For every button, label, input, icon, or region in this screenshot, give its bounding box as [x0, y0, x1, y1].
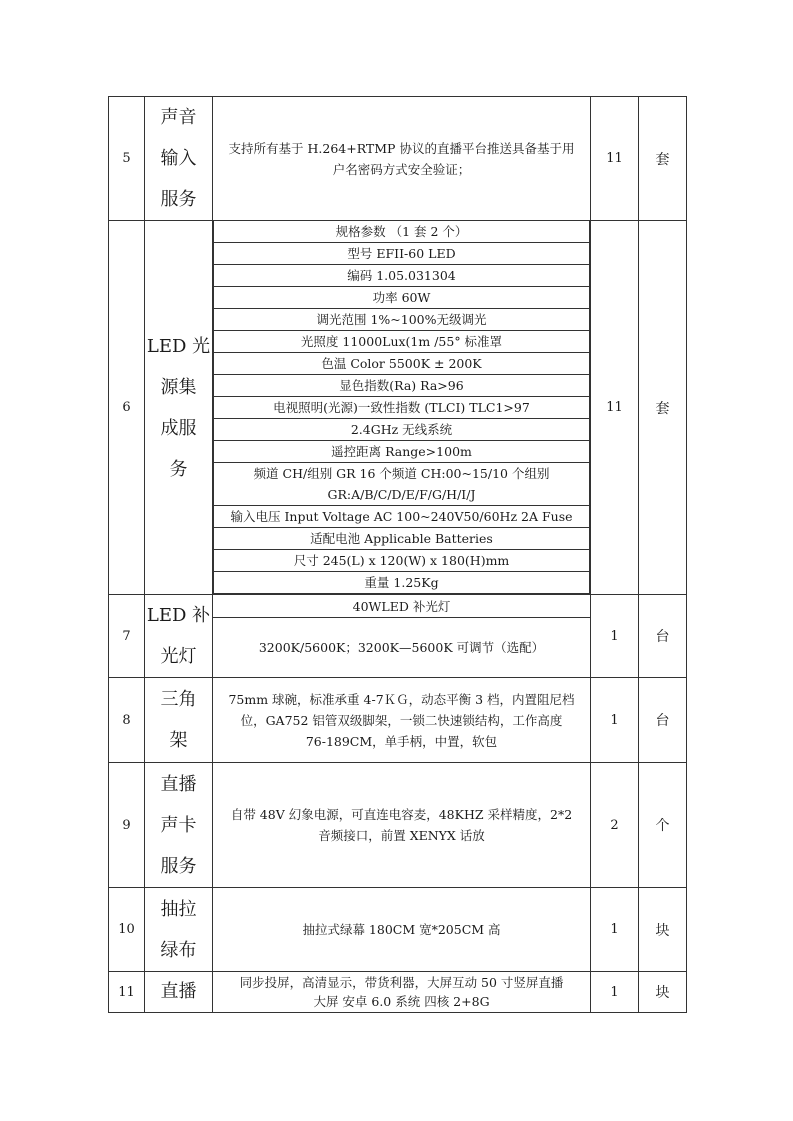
item-unit: 套: [639, 221, 687, 595]
spec-line: 2.4GHz 无线系统: [214, 419, 590, 441]
description-line: 抽拉式绿幕 180CM 宽*205CM 高: [302, 922, 501, 937]
item-description: [213, 888, 591, 972]
item-quantity: 2: [591, 763, 639, 888]
description-line: 音频接口，前置 XENYX 话放: [318, 828, 485, 843]
row-number: 7: [109, 595, 145, 678]
item-description: [213, 972, 591, 1013]
description-line: 75mm 球碗，标准承重 4-7ＫＧ，动态平衡 3 档，内置阻尼档: [228, 691, 575, 707]
row-number: 11: [109, 972, 145, 1013]
item-name-line: 源集: [160, 376, 197, 398]
item-name-line: 服务: [160, 855, 197, 877]
spec-subtable: [213, 221, 590, 594]
item-quantity: 1: [591, 972, 639, 1013]
item-quantity: 11: [591, 221, 639, 595]
description-line: 76-189CM，单手柄，中置，软包: [305, 733, 498, 749]
spec-line: 电视照明(光源)一致性指数 (TLCI) TLC1>97: [214, 397, 590, 419]
table-row: [109, 763, 687, 888]
item-name: [145, 221, 213, 595]
description-line: 位，GA752 铝管双级脚架，一锁二快速锁结构，工作高度: [240, 712, 563, 728]
spec-line: 编码 1.05.031304: [214, 265, 590, 287]
item-name-line: 声音: [160, 107, 197, 128]
spec-line: 遥控距离 Range>100m: [214, 441, 590, 463]
row-number: 5: [109, 97, 145, 221]
spec-line: 重量 1.25Kg: [214, 572, 590, 594]
row-number: 10: [109, 888, 145, 972]
description-line: 同步投屏，高清显示，带货利器，大屏互动 50 寸竖屏直播: [239, 975, 564, 990]
spec-line: 色温 Color 5500K ± 200K: [214, 353, 590, 375]
spec-line: 尺寸 245(L) x 120(W) x 180(H)mm: [214, 550, 590, 572]
table-row: [109, 888, 687, 972]
spec-line: 显色指数(Ra) Ra>96: [214, 375, 590, 397]
description-line: 支持所有基于 H.264+RTMP 协议的直播平台推送具备基于用: [228, 140, 575, 156]
item-name-line: 服务: [160, 189, 197, 210]
table-row: [109, 678, 687, 763]
item-quantity: 1: [591, 595, 639, 678]
item-name-line: 直播: [160, 981, 197, 1002]
item-description: [213, 763, 591, 888]
table-row: [109, 972, 687, 1013]
spec-line: 适配电池 Applicable Batteries: [214, 528, 590, 550]
spec-line: 输入电压 Input Voltage AC 100~240V50/60Hz 2A Fuse: [214, 506, 590, 528]
item-name-line: 输入: [160, 148, 197, 169]
equipment-table: [108, 96, 687, 1013]
item-name-line: 三角: [160, 689, 197, 710]
item-quantity: 1: [591, 888, 639, 972]
description-line: 自带 48V 幻象电源，可直连电容麦，48KHZ 采样精度，2*2: [230, 807, 573, 822]
item-name-line: 光灯: [160, 646, 197, 667]
spec-line: 调光范围 1%~100%无级调光: [214, 309, 590, 331]
row-number: 6: [109, 221, 145, 595]
item-name: [145, 888, 213, 972]
item-description: [213, 595, 591, 678]
item-subtitle: 40WLED 补光灯: [213, 596, 590, 618]
item-name-line: 架: [169, 730, 188, 751]
spec-line: [214, 463, 590, 506]
item-description: [213, 678, 591, 763]
item-name: [145, 678, 213, 763]
table-row: [109, 221, 687, 595]
item-quantity: 1: [591, 678, 639, 763]
item-unit: 套: [639, 97, 687, 221]
item-name-line: 直播: [160, 773, 197, 795]
item-name-line: 务: [169, 458, 188, 480]
item-name-line: 声卡: [160, 814, 197, 836]
item-name: [145, 763, 213, 888]
table-row: [109, 97, 687, 221]
spec-list: [213, 221, 591, 595]
item-unit: 台: [639, 678, 687, 763]
spec-line: 光照度 11000Lux(1m /55° 标准罩: [214, 331, 590, 353]
item-unit: 个: [639, 763, 687, 888]
item-name-line: 绿布: [160, 939, 197, 961]
spec-line: 规格参数 （1 套 2 个）: [214, 221, 590, 243]
row-number: 8: [109, 678, 145, 763]
item-quantity: 11: [591, 97, 639, 221]
item-name-line: 成服: [160, 417, 197, 439]
item-name-line: LED 光: [146, 335, 211, 357]
item-unit: 台: [639, 595, 687, 678]
spec-line: 型号 EFII-60 LED: [214, 243, 590, 265]
item-detail: 3200K/5600K；3200K—5600K 可调节（选配）: [258, 639, 545, 655]
description-line: 大屏 安卓 6.0 系统 四核 2+8G: [313, 994, 490, 1009]
spec-line: 功率 60W: [214, 287, 590, 309]
item-name-line: 抽拉: [160, 898, 197, 920]
row-number: 9: [109, 763, 145, 888]
description-line: 户名密码方式安全验证；: [332, 161, 471, 177]
item-unit: 块: [639, 972, 687, 1013]
item-name-line: LED 补: [146, 605, 211, 626]
item-unit: 块: [639, 888, 687, 972]
spec-line-part: GR:A/B/C/D/E/F/G/H/I/J: [327, 487, 476, 502]
item-name: [145, 595, 213, 678]
table-row: [109, 595, 687, 678]
item-name: [145, 972, 213, 1013]
item-description: [213, 97, 591, 221]
item-name: [145, 97, 213, 221]
spec-line-part: 频道 CH/组别 GR 16 个频道 CH:00~15/10 个组别: [253, 466, 550, 481]
